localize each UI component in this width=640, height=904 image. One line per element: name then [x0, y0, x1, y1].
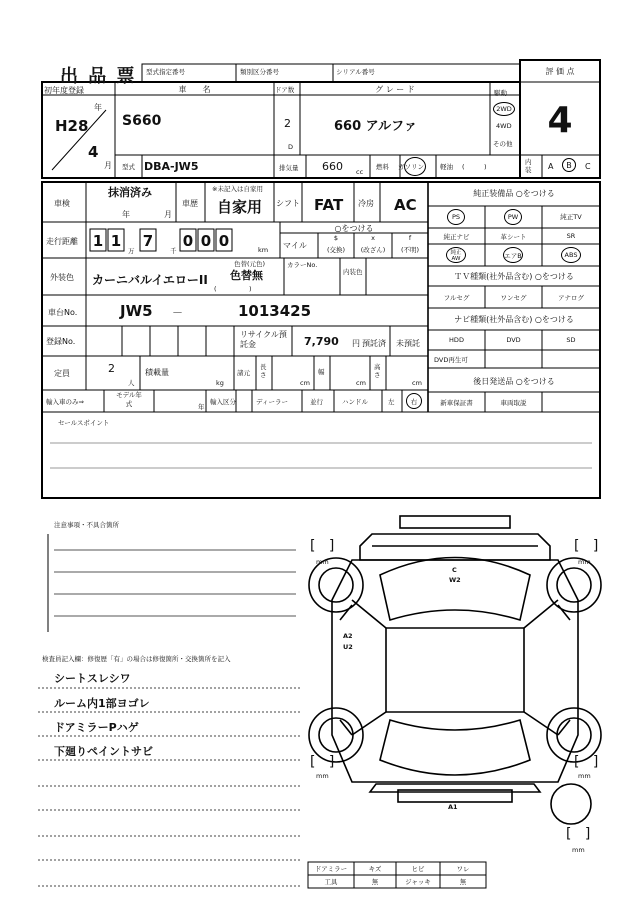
items-cell: 無 [371, 878, 379, 886]
mileage-digit: 0 [218, 232, 230, 250]
inspection-year: 年 [122, 210, 130, 219]
displacement: 660 [322, 160, 343, 173]
color-paren: ( ) [214, 285, 252, 293]
items-cell: 工具 [324, 878, 338, 886]
ac-value: AC [394, 196, 417, 214]
load-kg: kg [216, 379, 224, 387]
opt-ps[interactable]: PS [447, 209, 465, 225]
ac-label: 冷房 [358, 199, 374, 208]
fuel-circle [404, 157, 426, 176]
grade: 660 アルファ [334, 119, 417, 134]
koukan-mark: $ [333, 234, 339, 242]
bracket-spare: [ ] [566, 826, 591, 842]
recycle-unpaid[interactable]: 未預託 [396, 339, 420, 348]
damage-mark-w2: W2 [449, 576, 461, 584]
opt-pw[interactable]: PW [504, 209, 522, 225]
height-cm: cm [412, 379, 422, 387]
note-line: シートスレシワ [54, 672, 131, 685]
doors-unit: D [288, 143, 294, 151]
capacity-unit: 人 [128, 379, 135, 387]
damage-mark-a1: A1 [448, 803, 458, 811]
note-line: ドアミラーPハゲ [54, 721, 139, 734]
doors-label: ドア数 [275, 86, 295, 94]
km-unit: km [258, 246, 269, 254]
dealer-option[interactable]: ディーラー [256, 398, 288, 406]
color-no-label: カラーNo. [287, 261, 318, 269]
opt-dvd-play[interactable]: DVD再生可 [434, 356, 468, 364]
fuel-label: 燃料 [376, 163, 389, 171]
inspection-label: 車検 [54, 199, 70, 208]
opt-genuine-navi[interactable]: 純正ナビ [443, 233, 470, 241]
opt-analog[interactable]: アナログ [558, 294, 584, 302]
opt-oneseg[interactable]: ワンセグ [500, 294, 527, 302]
opt-fullseg[interactable]: フルセグ [443, 294, 470, 302]
drive-other[interactable]: その他 [493, 140, 513, 148]
import-label: 輸入車のみ⇒ [46, 398, 84, 406]
mm-spare: mm [572, 846, 585, 854]
reg-no-label: 登録No. [46, 337, 76, 346]
kaizan-label[interactable]: (改ざん) [360, 246, 386, 254]
recycle-label: リサイクル預託金 [240, 330, 287, 349]
inspection-value: 抹消済み [108, 186, 152, 199]
koukan-label[interactable]: (交換) [326, 246, 346, 254]
mileage-digit: 1 [110, 232, 122, 250]
note-line: 下廻りペイントサビ [54, 745, 153, 758]
chassis-number: 1013425 [238, 302, 312, 320]
import-type-label: 輸入区分 [210, 398, 236, 406]
height-label: 高さ [374, 363, 381, 379]
kaizan-mark: x [371, 234, 375, 242]
sen-unit: 千 [170, 247, 177, 255]
opt-abs[interactable]: ABS [561, 247, 581, 263]
handle-right[interactable]: 右 [406, 393, 422, 409]
width-label: 幅 [318, 368, 325, 376]
drive-4wd[interactable]: 4WD [496, 122, 512, 130]
interior-a[interactable]: A [548, 162, 554, 171]
mm-fl: mm [316, 558, 329, 566]
grade-label: グ レ ー ド [375, 85, 415, 94]
inspection-month: 月 [164, 210, 172, 219]
interior-b[interactable]: B [562, 158, 576, 172]
history-label: 車歴 [182, 199, 198, 208]
man-unit: 万 [128, 247, 135, 255]
fuel-paren: ( ) [462, 163, 487, 171]
opt-warranty[interactable]: 新車保証書 [440, 399, 473, 407]
circle-note: ○をつける [334, 223, 374, 233]
opt-leather[interactable]: 革シート [500, 233, 527, 241]
drive-2wd[interactable]: 2WD [493, 102, 515, 116]
fuel-diesel[interactable]: 軽油 [440, 163, 453, 171]
interior-label: 内装 [525, 158, 532, 174]
month-mark: 月 [104, 161, 112, 170]
opt-dvd[interactable]: DVD [506, 336, 521, 344]
recycle-yen: 円 [352, 339, 360, 348]
mileage-digit: 1 [92, 232, 104, 250]
model-code-label: 型式指定番号 [146, 68, 185, 76]
remarks-label: セールスポイント [58, 419, 110, 427]
width-cm: cm [356, 379, 366, 387]
notes-label: 注意事項・不具合箇所 [54, 521, 119, 529]
items-header: ヒビ [411, 865, 425, 873]
bracket-fl: [ ] [310, 538, 335, 554]
cc-unit: cc [356, 168, 364, 176]
type-value: DBA-JW5 [144, 160, 199, 173]
opt-manual[interactable]: 車両取説 [500, 399, 527, 407]
tv-title: ＴＶ種類(社外品含む) ○をつける [454, 272, 574, 281]
handle-label: ハンドル [342, 398, 368, 406]
fumei-label[interactable]: (不明) [400, 246, 420, 254]
handle-left[interactable]: 左 [388, 398, 395, 406]
chassis-label: 車台No. [48, 308, 78, 317]
parallel-option[interactable]: 並行 [310, 398, 323, 406]
items-cell: 無 [459, 878, 467, 886]
mileage-digit: 0 [182, 232, 194, 250]
length-cm: cm [300, 379, 310, 387]
opt-hdd[interactable]: HDD [449, 336, 464, 344]
drive-label: 駆動 [494, 89, 507, 97]
recycle-paid[interactable]: 預託済 [362, 339, 386, 348]
load-label: 積載量 [145, 368, 169, 377]
mm-fr: mm [578, 558, 591, 566]
car-diagram [309, 516, 601, 824]
score-label: 評 価 点 [545, 66, 575, 76]
class-code-label: 類別区分番号 [240, 68, 279, 76]
inspector-label: 検査員記入欄：修復歴「有」の場合は修復箇所・交換箇所を記入 [42, 655, 231, 663]
serial-label: シリアル番号 [336, 68, 375, 76]
doors: 2 [284, 117, 291, 130]
mile-label[interactable]: マイル [283, 241, 307, 250]
bracket-rr: [ ] [574, 754, 599, 770]
score-value: 4 [547, 99, 573, 141]
items-cell: ジャッキ [405, 878, 431, 886]
damage-mark-u2: U2 [343, 643, 353, 651]
interior-c[interactable]: C [585, 162, 591, 171]
shift-label: シフト [276, 199, 300, 208]
navi-title: ナビ種類(社外品含む) ○をつける [454, 315, 574, 324]
color-change-label: 色替(元色) [234, 260, 266, 268]
mileage-digit: 7 [142, 232, 154, 250]
opt-genuine-tv[interactable]: 純正TV [560, 213, 582, 221]
first-reg-label: 初年度登録 [44, 86, 84, 95]
first-reg-year: H28 [55, 117, 89, 135]
mm-rr: mm [578, 772, 591, 780]
year-mark: 年 [94, 103, 102, 112]
displacement-label: 排気量 [279, 164, 299, 172]
recycle-value: 7,790 [304, 335, 339, 348]
chassis-prefix: JW5 [120, 302, 153, 320]
damage-mark-a2: A2 [343, 632, 353, 640]
car-name-label: 車 名 [178, 85, 211, 94]
model-year-label: モデル年式 [116, 391, 142, 408]
color-change-value: 色替無 [230, 269, 263, 282]
note-line: ルーム内1部ヨゴレ [54, 697, 150, 710]
history-value: 自家用 [217, 198, 263, 216]
bracket-rl: [ ] [310, 754, 335, 770]
damage-mark-c: C [452, 566, 457, 574]
opt-aw[interactable]: 純正AW [446, 247, 466, 263]
mm-rl: mm [316, 772, 329, 780]
items-header: ワレ [456, 865, 470, 873]
dims-label: 諸元 [237, 369, 250, 377]
model-year-unit: 年 [198, 403, 205, 411]
capacity-value: 2 [108, 362, 115, 375]
items-header: ドアミラー [314, 865, 348, 873]
color-value: カーニバルイエローII [92, 273, 208, 287]
later-title: 後日発送品 ○をつける [473, 377, 555, 386]
car-name: S660 [122, 113, 162, 129]
length-label: 長さ [260, 363, 267, 379]
fumei-mark: f [408, 234, 412, 242]
chassis-dash: － [172, 306, 183, 319]
opt-sr[interactable]: SR [566, 232, 576, 240]
opt-airbag[interactable]: エアB [503, 247, 523, 263]
fuel-gasoline[interactable]: ガソリン [398, 163, 424, 171]
opt-sd[interactable]: SD [566, 336, 576, 344]
genuine-title: 純正装備品 ○をつける [473, 189, 555, 198]
interior-color-label: 内装色 [343, 268, 363, 276]
history-note: ※未記入は自家用 [212, 185, 263, 193]
first-reg-month: 4 [88, 143, 99, 161]
bracket-fr: [ ] [574, 538, 599, 554]
type-label: 型式 [122, 163, 135, 171]
color-label: 外装色 [50, 273, 74, 282]
items-header: キズ [368, 865, 382, 873]
capacity-label: 定員 [54, 369, 70, 378]
form-title: 出 品 票 [60, 66, 137, 87]
shift-value: FAT [314, 196, 344, 214]
mileage-label: 走行距離 [46, 237, 78, 246]
mileage-digit: 0 [200, 232, 212, 250]
